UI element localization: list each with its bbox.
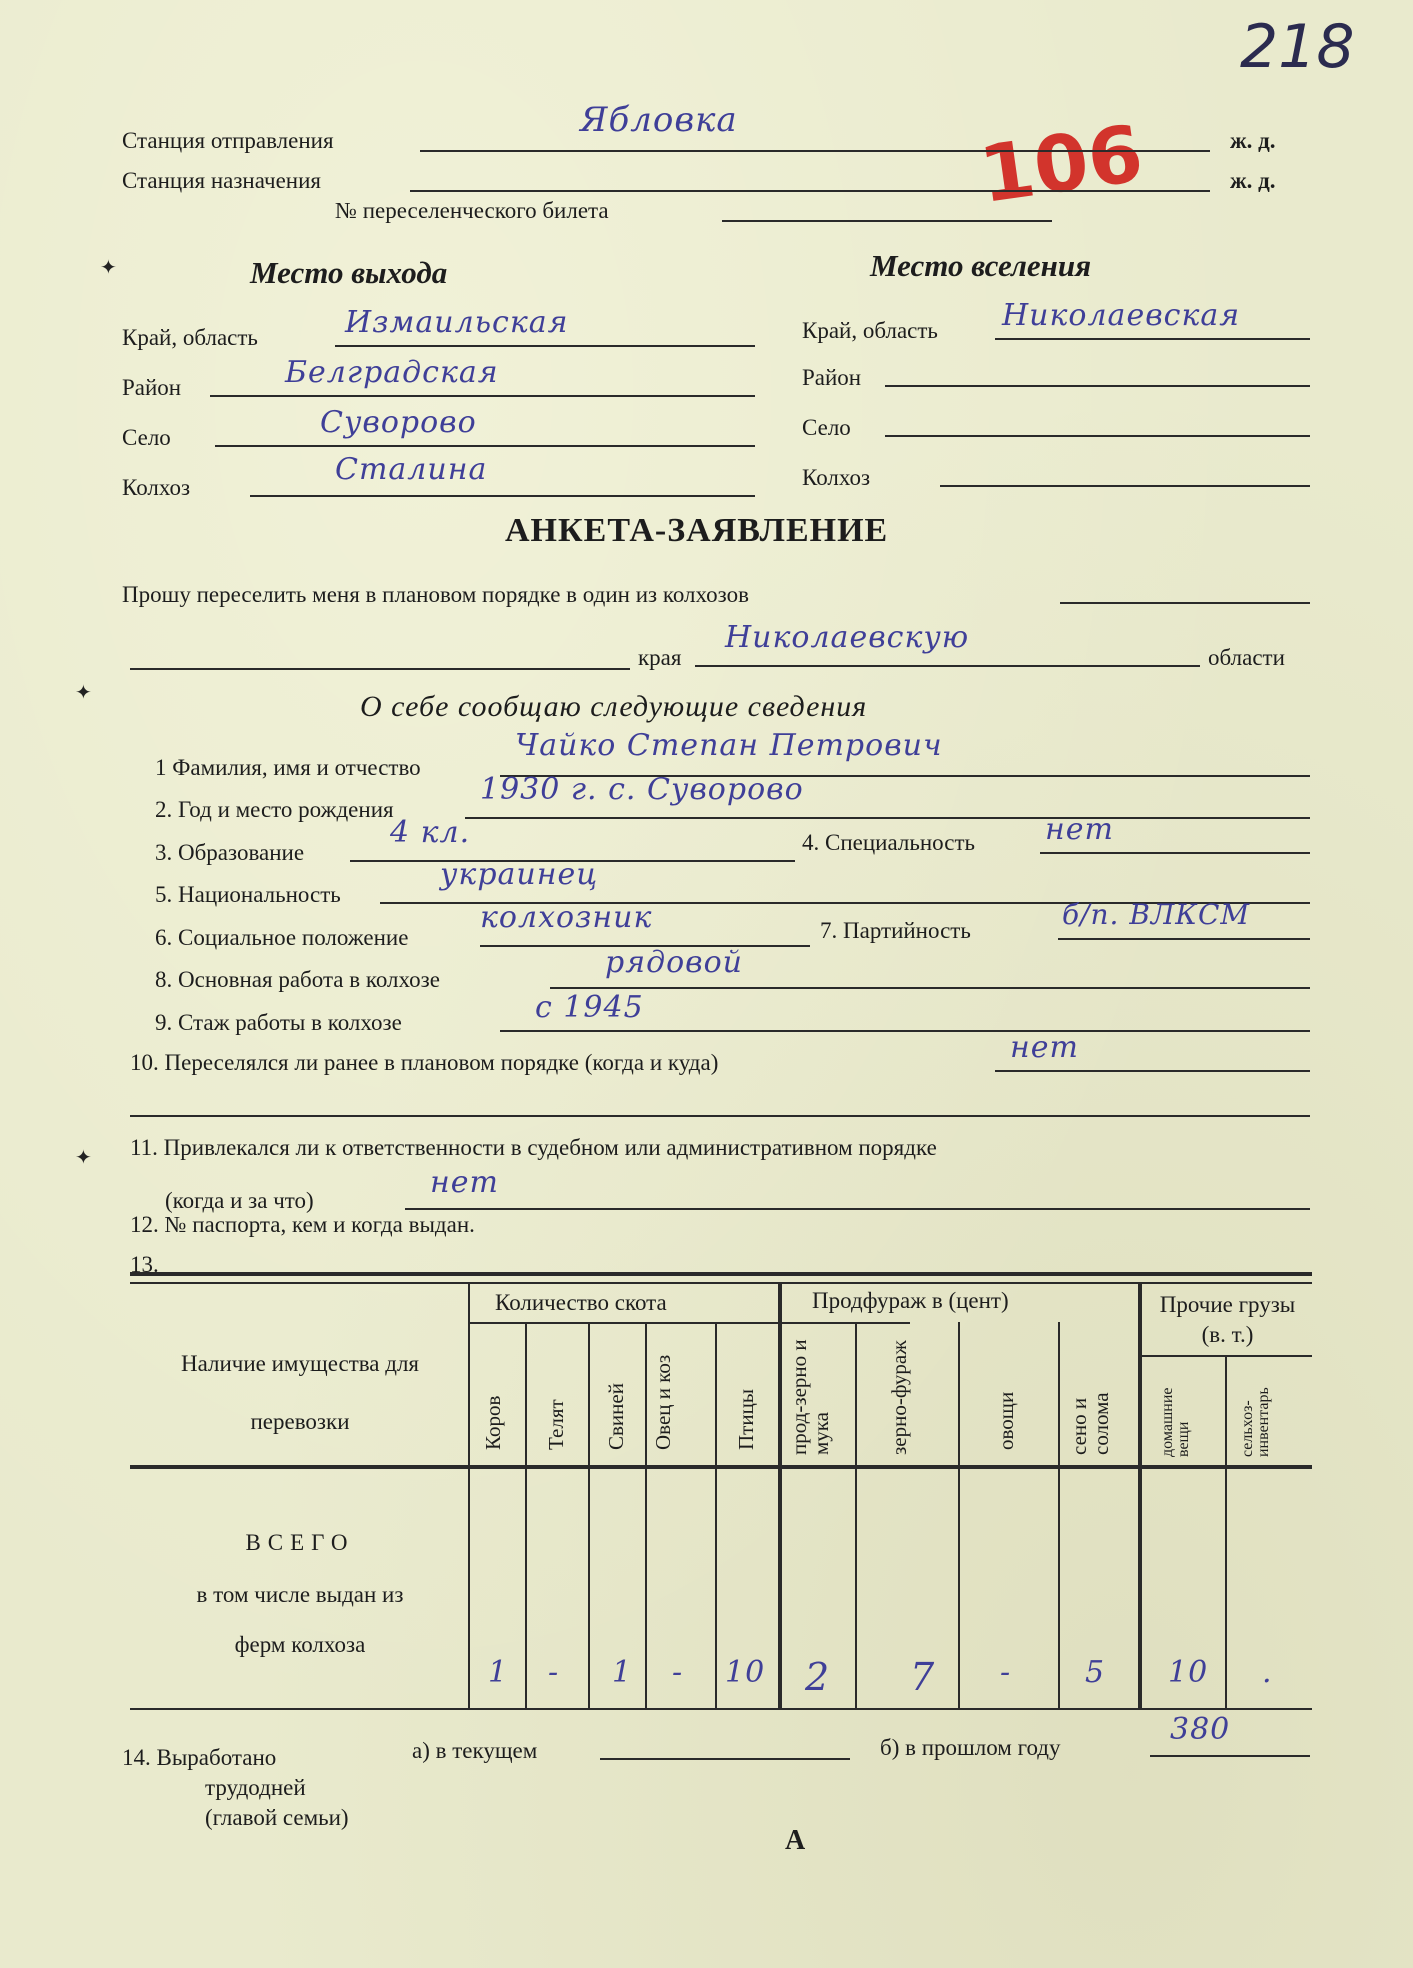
oblasti-label: области	[1208, 645, 1285, 670]
destination-district-label: Район	[802, 365, 862, 390]
col-header-fodder-grain: зерно-фураж	[887, 1340, 911, 1455]
field-4-value: нет	[1045, 812, 1114, 847]
railway-suffix-1: ж. д.	[1230, 128, 1276, 153]
col-line-3	[645, 1322, 647, 1709]
table-group-underline-a	[470, 1322, 910, 1324]
field-8-label: 8. Основная работа в колхозе	[155, 967, 440, 992]
departure-station-value: Ябловка	[580, 100, 738, 140]
field-1-value: Чайко Степан Петрович	[515, 728, 943, 763]
value-grain: 2	[805, 1655, 831, 1699]
col-line-5	[778, 1284, 782, 1709]
field-10-value: нет	[1010, 1030, 1079, 1065]
row-label-issued: в том числе выдан из	[196, 1582, 404, 1607]
form-title: АНКЕТА-ЗАЯВЛЕНИЕ	[505, 512, 889, 549]
field-5-value: украинец	[440, 857, 599, 892]
table-header-bottom	[130, 1465, 1312, 1469]
col-header-sheep: Овец и коз	[651, 1354, 675, 1450]
group-fodder: Продфураж в (цент)	[812, 1288, 1009, 1313]
destination-station-line	[410, 190, 1210, 192]
origin-district-line	[210, 395, 755, 397]
workdays-last-year-value: 380	[1170, 1712, 1231, 1747]
field-7-value: б/п. ВЛКСМ	[1062, 898, 1251, 931]
table-bottom-border	[130, 1708, 1312, 1710]
col-line-9	[1138, 1284, 1142, 1709]
footer-mark: А	[785, 1825, 806, 1856]
origin-kolkhoz-value: Сталина	[335, 452, 488, 487]
request-line1-blank	[1060, 602, 1310, 604]
destination-station-label: Станция назначения	[122, 168, 322, 193]
col-header-vegetables: овощи	[994, 1391, 1018, 1450]
table-row-header: Наличие имущества для перевозки	[180, 1351, 420, 1434]
origin-district-value: Белградская	[285, 355, 499, 390]
value-hay: 5	[1085, 1655, 1106, 1690]
kraya-label: края	[638, 645, 682, 670]
workdays-last-year-line	[1150, 1755, 1310, 1757]
value-vegetables: -	[1000, 1655, 1012, 1690]
field-1-label: 1 Фамилия, имя и отчество	[155, 755, 421, 780]
field-12-label: 12. № паспорта, кем и когда выдан.	[130, 1212, 475, 1237]
col-line-1	[525, 1322, 527, 1709]
value-inventory: .	[1262, 1655, 1273, 1690]
request-blank-left	[130, 668, 630, 670]
destination-village-label: Село	[802, 415, 851, 440]
col-line-8	[1058, 1322, 1060, 1709]
kraya-value: Николаевскую	[725, 620, 970, 655]
col-line-4	[715, 1322, 717, 1709]
workdays-label-3: (главой семьи)	[205, 1805, 349, 1830]
info-heading: О себе сообщаю следующие сведения	[360, 690, 868, 723]
field-9-value: с 1945	[535, 990, 644, 1025]
destination-region-value: Николаевская	[1002, 298, 1241, 333]
field-9-line	[500, 1030, 1310, 1032]
field-11-value: нет	[430, 1165, 499, 1200]
col-line-6	[855, 1322, 857, 1709]
field-3-label: 3. Образование	[155, 840, 305, 865]
field-10-line	[995, 1070, 1310, 1072]
field-6-label: 6. Социальное положение	[155, 925, 409, 950]
col-header-pigs: Свиней	[604, 1383, 628, 1450]
field-2-line	[465, 817, 1310, 819]
table-top-border-inner	[130, 1282, 1312, 1284]
page-number: 218	[1240, 12, 1355, 82]
field-9-label: 9. Стаж работы в колхозе	[155, 1010, 402, 1035]
field-7-label: 7. Партийность	[820, 918, 971, 943]
origin-village-label: Село	[122, 425, 171, 450]
field-6-value: колхозник	[480, 900, 653, 935]
value-calves: -	[548, 1655, 560, 1690]
workdays-current-line	[600, 1758, 850, 1760]
kraya-line	[695, 665, 1200, 667]
margin-mark-3: ✦	[75, 1147, 92, 1169]
value-fodder-grain: 7	[910, 1655, 936, 1699]
destination-region-line	[995, 338, 1310, 340]
col-header-hay: сено и солома	[1067, 1392, 1113, 1455]
destination-kolkhoz-line	[940, 485, 1310, 487]
field-8-value: рядовой	[605, 945, 743, 980]
origin-village-value: Суворово	[320, 405, 477, 440]
value-poultry: 10	[725, 1655, 766, 1690]
col-header-poultry: Птицы	[734, 1389, 758, 1450]
col-header-household: домашние вещи	[1159, 1387, 1192, 1457]
field-10-line-2	[130, 1115, 1310, 1117]
origin-region-label: Край, область	[122, 325, 258, 350]
ticket-line	[722, 220, 1052, 222]
destination-region-label: Край, область	[802, 318, 938, 343]
field-7-line	[1058, 938, 1310, 940]
workdays-label-1: 14. Выработано	[122, 1745, 277, 1770]
origin-region-line	[335, 345, 755, 347]
destination-kolkhoz-label: Колхоз	[802, 465, 871, 490]
value-pigs: 1	[612, 1655, 633, 1690]
margin-mark-1: ✦	[100, 257, 117, 279]
railway-suffix-2: ж. д.	[1230, 168, 1276, 193]
field-8-line	[550, 987, 1310, 989]
col-line-0	[468, 1284, 470, 1709]
workdays-label-2: трудодней	[205, 1775, 306, 1800]
field-13-label: 13.	[130, 1252, 159, 1277]
col-line-2	[588, 1322, 590, 1709]
field-4-line	[1040, 852, 1310, 854]
field-11-line	[405, 1208, 1310, 1210]
origin-district-label: Район	[122, 375, 182, 400]
value-household: 10	[1168, 1655, 1209, 1690]
row-label-total: ВСЕГО	[245, 1530, 355, 1555]
workdays-last-year-label: б) в прошлом году	[880, 1735, 1061, 1760]
red-stamp-number: 106	[974, 109, 1149, 221]
field-11-label-line2: (когда и за что)	[165, 1188, 314, 1213]
group-livestock: Количество скота	[495, 1290, 667, 1315]
margin-mark-2: ✦	[75, 682, 92, 704]
field-4-label: 4. Специальность	[802, 830, 975, 855]
field-10-label: 10. Переселялся ли ранее в плановом порядке (когда и куда)	[130, 1050, 719, 1075]
field-3-value: 4 кл.	[390, 815, 471, 850]
destination-district-line	[885, 385, 1310, 387]
col-header-calves: Телят	[544, 1399, 568, 1450]
col-line-7	[958, 1322, 960, 1709]
departure-station-line	[420, 150, 1210, 152]
ticket-label: № переселенческого билета	[335, 198, 609, 223]
origin-kolkhoz-line	[250, 495, 755, 497]
origin-region-value: Измаильская	[345, 305, 569, 340]
col-header-inventory: сельхоз-инвентарь	[1239, 1387, 1272, 1457]
row-label-farms: ферм колхоза	[234, 1632, 366, 1657]
departure-station-label: Станция отправления	[122, 128, 334, 153]
origin-title: Место выхода	[250, 255, 448, 290]
col-line-10	[1225, 1355, 1227, 1709]
request-line1: Прошу переселить меня в плановом порядке в один из колхозов	[122, 582, 749, 607]
origin-kolkhoz-label: Колхоз	[122, 475, 191, 500]
destination-village-line	[885, 435, 1310, 437]
field-2-label: 2. Год и место рождения	[155, 797, 394, 822]
group-other: Прочие грузы (в. т.)	[1159, 1292, 1296, 1347]
table-top-border	[130, 1272, 1312, 1276]
value-cows: 1	[488, 1655, 509, 1690]
workdays-current-label: а) в текущем	[412, 1738, 538, 1763]
origin-village-line	[215, 445, 755, 447]
destination-title: Место вселения	[870, 248, 1092, 283]
field-5-label: 5. Национальность	[155, 882, 341, 907]
col-header-grain: прод-зерно и мука	[787, 1339, 833, 1455]
field-11-label-line1: 11. Привлекался ли к ответственности в судебном или административном порядке	[130, 1135, 937, 1160]
value-sheep: -	[672, 1655, 684, 1690]
field-2-value: 1930 г. с. Суворово	[480, 772, 804, 807]
col-header-cows: Коров	[481, 1395, 505, 1450]
